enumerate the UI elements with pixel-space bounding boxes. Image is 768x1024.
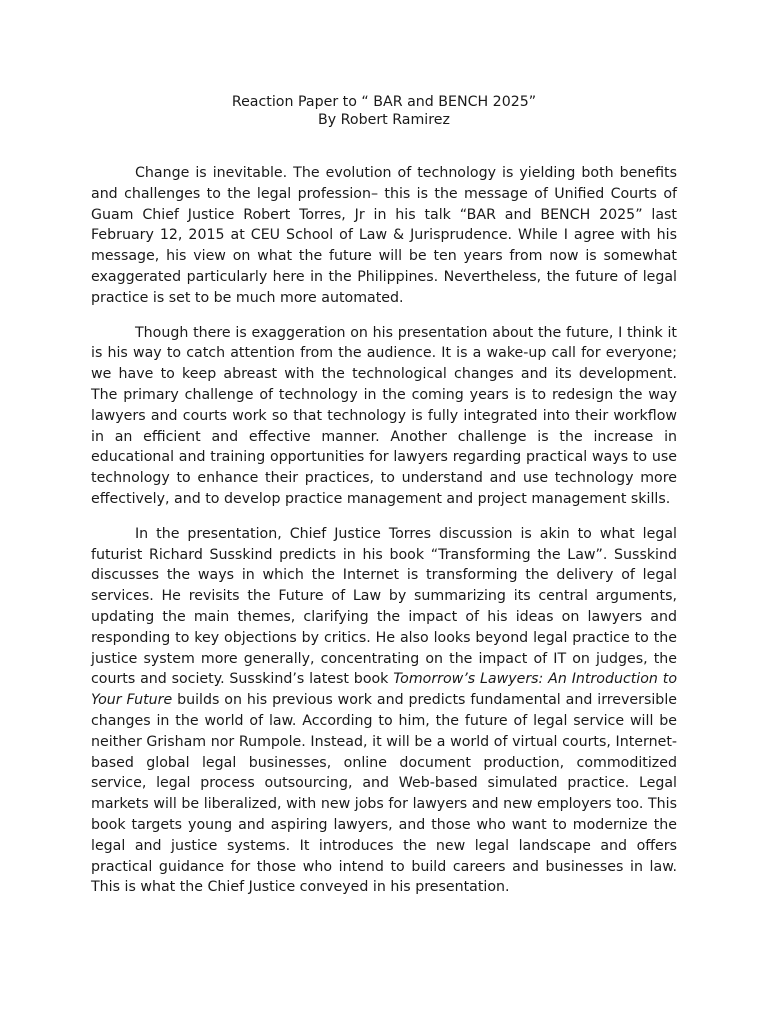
document-title-block	[91, 93, 677, 129]
paragraph-3-text-after: builds on his previous work and predicts fundamental and irreversible changes in the world of law. According to him, the future of legal service will be neither Grisham nor Rumpole. Instead, it will be a world of virtual courts, Internet-based global legal businesses, online document production, commoditized service, legal process outsourcing, and Web-based simulated practice. Legal markets will be liberalized, with new jobs for lawyers and new employers too. This book targets young and aspiring lawyers, and those who want to modernize the legal and justice systems. It introduces the new legal landscape and offers practical guidance for those who intend to build careers and businesses in law. This is what the Chief Justice conveyed in his presentation.	[91, 692, 677, 896]
document-title: Reaction Paper to “ BAR and BENCH 2025”	[231, 94, 537, 110]
book-title-italic: Tomorrow’s Lawyers: An Introduction to Your Future	[91, 671, 677, 709]
document-body	[91, 163, 677, 898]
document-page	[91, 93, 677, 912]
paragraph-1: Change is inevitable. The evolution of technology is yielding both benefits and challenges to the legal profession– this is the message of Unified Courts of Guam Chief Justice Robert Torres, Jr in his talk “BAR and BENCH 2025” last February 12, 2015 at CEU School of Law & Jurisprudence. While I agree with his message, his view on what the future will be ten years from now is somewhat exaggerated particularly here in the Philippines. Nevertheless, the future of legal practice is set to be much more automated.	[91, 165, 677, 306]
paragraph-3	[91, 524, 677, 898]
document-byline: By Robert Ramirez	[318, 112, 450, 128]
paragraph-3-text-before: In the presentation, Chief Justice Torres discussion is akin to what legal futurist Richard Susskind predicts in his book “Transforming the Law”. Susskind discusses the ways in which the Internet is transforming the delivery of legal services. He revisits the Future of Law by summarizing its central arguments, updating the main themes, clarifying the impact of his ideas on lawyers and responding to key objections by critics. He also looks beyond legal practice to the justice system more generally, concentrating on the impact of IT on judges, the courts and society. Susskind’s latest book	[91, 525, 677, 688]
paragraph-2: Though there is exaggeration on his presentation about the future, I think it is his way to catch attention from the audience. It is a wake-up call for everyone; we have to keep abreast with the technological changes and its development. The primary challenge of technology in the coming years is to redesign the way lawyers and courts work so that technology is fully integrated into their workflow in an efficient and effective manner. Another challenge is the increase in educational and training opportunities for lawyers regarding practical ways to use technology to enhance their practices, to understand and use technology more effectively, and to develop practice management and project management skills.	[91, 324, 677, 507]
